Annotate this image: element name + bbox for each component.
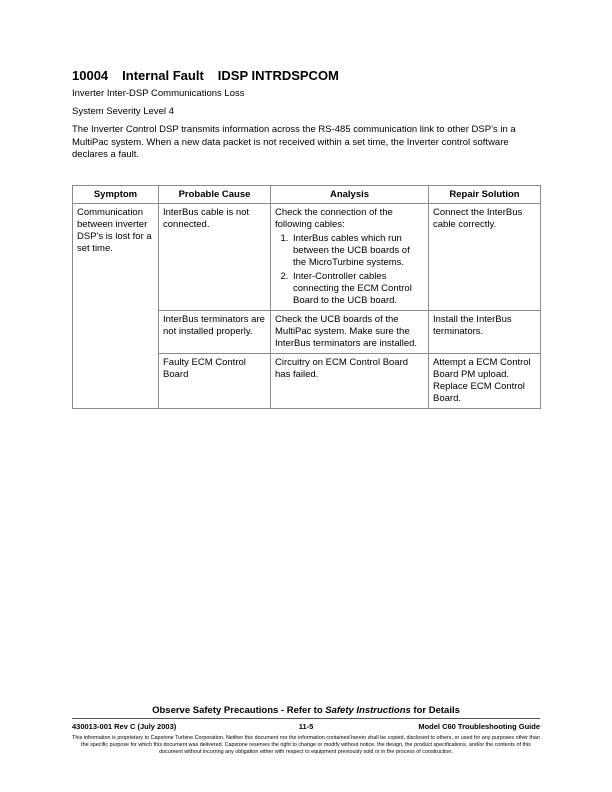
legal-notice: This information is proprietary to Capstone Turbine Corporation. Neither this document nor the information contained herein shall be copied, disclosed to others, or used for any purposes other than the specific purpose for which this document was delivered. Capstone reserves the right to change or modify without notice, the design, the product specifications, and/or the contents of this document without incurring any obligation either with respect to equipment previously sold or in the process of construction. bbox=[72, 735, 540, 755]
safety-notice bbox=[72, 705, 540, 716]
safety-instructions-ref: Safety Instructions bbox=[325, 705, 411, 716]
fault-title bbox=[72, 68, 353, 83]
solution-cell: Connect the InterBus cable correctly. bbox=[429, 204, 541, 311]
fault-name: Internal Fault bbox=[122, 68, 204, 83]
fault-code: 10004 bbox=[72, 68, 109, 83]
doc-number: 430013-001 Rev C (July 2003) bbox=[72, 722, 177, 731]
safety-suffix: for Details bbox=[410, 705, 460, 716]
header-repair-solution: Repair Solution bbox=[429, 186, 541, 204]
symptom-cell: Communication between inverter DSP's is lost for a set time. bbox=[73, 204, 159, 409]
troubleshooting-table bbox=[72, 185, 541, 409]
analysis-cell: Circuitry on ECM Control Board has failed. bbox=[271, 354, 429, 409]
analysis-intro: Check the connection of the following cables: bbox=[275, 207, 393, 230]
solution-cell: Attempt a ECM Control Board PM upload. Replace ECM Control Board. bbox=[429, 354, 541, 409]
analysis-step: 2. Inter-Controller cables connecting the ECM Control Board to the UCB board. bbox=[291, 271, 424, 307]
page-number: 11-5 bbox=[298, 722, 314, 731]
guide-title: Model C60 Troubleshooting Guide bbox=[418, 722, 540, 731]
table-row bbox=[73, 204, 541, 311]
severity-level: System Severity Level 4 bbox=[72, 106, 174, 117]
solution-cell: Install the InterBus terminators. bbox=[429, 311, 541, 354]
fault-description: The Inverter Control DSP transmits information across the RS-485 communication link to other DSP’s in a MultiPac system. When a new data packet is not received within a set time, the Inverter control software declares a fault. bbox=[72, 124, 516, 160]
cause-cell: InterBus cable is not connected. bbox=[159, 204, 271, 311]
cause-cell: Faulty ECM Control Board bbox=[159, 354, 271, 409]
table-header-row bbox=[73, 186, 541, 204]
cause-cell: InterBus terminators are not installed properly. bbox=[159, 311, 271, 354]
analysis-steps bbox=[275, 233, 424, 307]
header-analysis: Analysis bbox=[271, 186, 429, 204]
fault-mnemonic: IDSP INTRDSPCOM bbox=[217, 68, 339, 83]
analysis-cell: Check the UCB boards of the MultiPac system. Make sure the InterBus terminators are installed. bbox=[271, 311, 429, 354]
footer-divider bbox=[72, 718, 540, 719]
safety-prefix: Observe Safety Precautions - Refer to bbox=[152, 705, 326, 716]
footer-row bbox=[72, 722, 540, 732]
analysis-cell bbox=[271, 204, 429, 311]
analysis-step: 1. InterBus cables which run between the UCB boards of the MicroTurbine systems. bbox=[291, 233, 424, 269]
header-probable-cause: Probable Cause bbox=[159, 186, 271, 204]
header-symptom: Symptom bbox=[73, 186, 159, 204]
fault-subtitle: Inverter Inter-DSP Communications Loss bbox=[72, 88, 245, 99]
